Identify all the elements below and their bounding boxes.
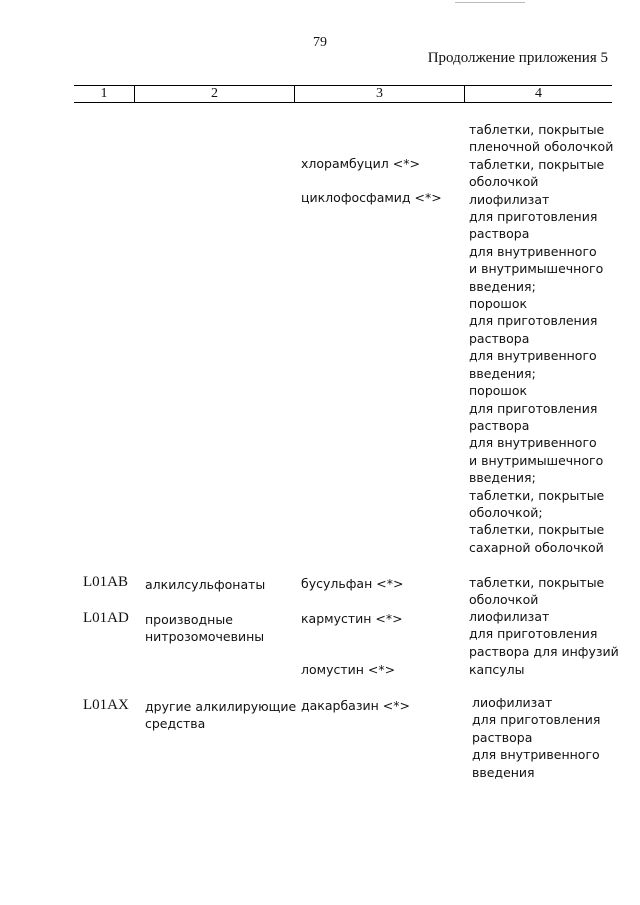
text-line: лиофилизат — [472, 695, 553, 710]
appendix-title: Продолжение приложения 5 — [427, 50, 608, 66]
text-line: для приготовления — [469, 313, 598, 329]
dosage-forms — [472, 694, 600, 781]
text-line: таблетки, покрытые — [469, 122, 605, 137]
text-line: сахарной оболочкой — [469, 539, 604, 555]
text-line: другие алкилирующие — [145, 699, 297, 714]
text-line: таблетки, покрытые — [469, 156, 605, 172]
text-line: таблетки, покрытые — [469, 487, 605, 503]
atc-code: L01AB — [83, 574, 128, 590]
drug-name: хлорамбуцил <*> — [301, 156, 420, 171]
text-line: для внутривенного — [469, 243, 597, 259]
page-number: 79 — [313, 35, 327, 50]
drug-name: дакарбазин <*> — [301, 698, 410, 713]
text-line: производные — [145, 612, 233, 627]
text-line: порошок — [469, 383, 528, 399]
text-line: раствора — [469, 330, 530, 346]
text-line: и внутримышечного — [469, 261, 604, 277]
header-col-3: 3 — [376, 86, 383, 101]
header-col-1: 1 — [100, 86, 108, 101]
text-line: лиофилизат — [469, 609, 550, 624]
atc-code: L01AD — [83, 610, 129, 626]
text-line: таблетки, покрытые — [469, 522, 605, 538]
drug-name: кармустин <*> — [301, 611, 403, 626]
group-name: алкилсульфонаты — [145, 577, 266, 592]
text-line: для внутривенного — [469, 435, 597, 451]
text-line: и внутримышечного — [469, 452, 604, 468]
header-col-2: 2 — [211, 86, 218, 101]
text-line: таблетки, покрытые — [469, 575, 605, 590]
dosage-forms-list — [469, 121, 613, 556]
drug-name: циклофосфамид <*> — [301, 190, 442, 205]
text-line: для приготовления — [472, 712, 601, 728]
text-line: для приготовления — [469, 209, 598, 225]
text-line: раствора — [469, 417, 530, 433]
table-header — [74, 85, 612, 103]
text-line: нитрозомочевины — [145, 629, 265, 645]
dosage-forms — [469, 574, 604, 609]
text-line: порошок — [469, 296, 528, 312]
text-line: для внутривенного — [472, 747, 600, 763]
drug-name: бусульфан <*> — [301, 576, 404, 591]
group-name — [145, 611, 264, 646]
text-line: раствора — [472, 729, 533, 745]
text-line: лиофилизат — [469, 191, 550, 207]
text-line: оболочкой; — [469, 504, 543, 520]
text-line: пленочной оболочкой — [469, 139, 614, 155]
text-line: для приготовления — [469, 626, 598, 642]
text-line: введения — [472, 764, 535, 780]
header-col-4: 4 — [535, 86, 542, 101]
text-line: введения; — [469, 278, 536, 294]
text-line: раствора — [469, 226, 530, 242]
top-edge-mark — [455, 0, 525, 3]
text-line: раствора для инфузий — [469, 643, 619, 659]
text-line: оболочкой — [469, 174, 539, 190]
group-name — [145, 698, 296, 733]
text-line: для приготовления — [469, 400, 598, 416]
text-line: средства — [145, 716, 206, 732]
text-line: введения; — [469, 365, 536, 381]
dosage-forms: капсулы — [469, 662, 525, 677]
text-line: введения; — [469, 470, 536, 486]
text-line: оболочкой — [469, 592, 539, 608]
text-line: для внутривенного — [469, 348, 597, 364]
atc-code: L01AX — [83, 697, 129, 713]
drug-name: ломустин <*> — [301, 662, 396, 677]
dosage-forms — [469, 608, 619, 660]
